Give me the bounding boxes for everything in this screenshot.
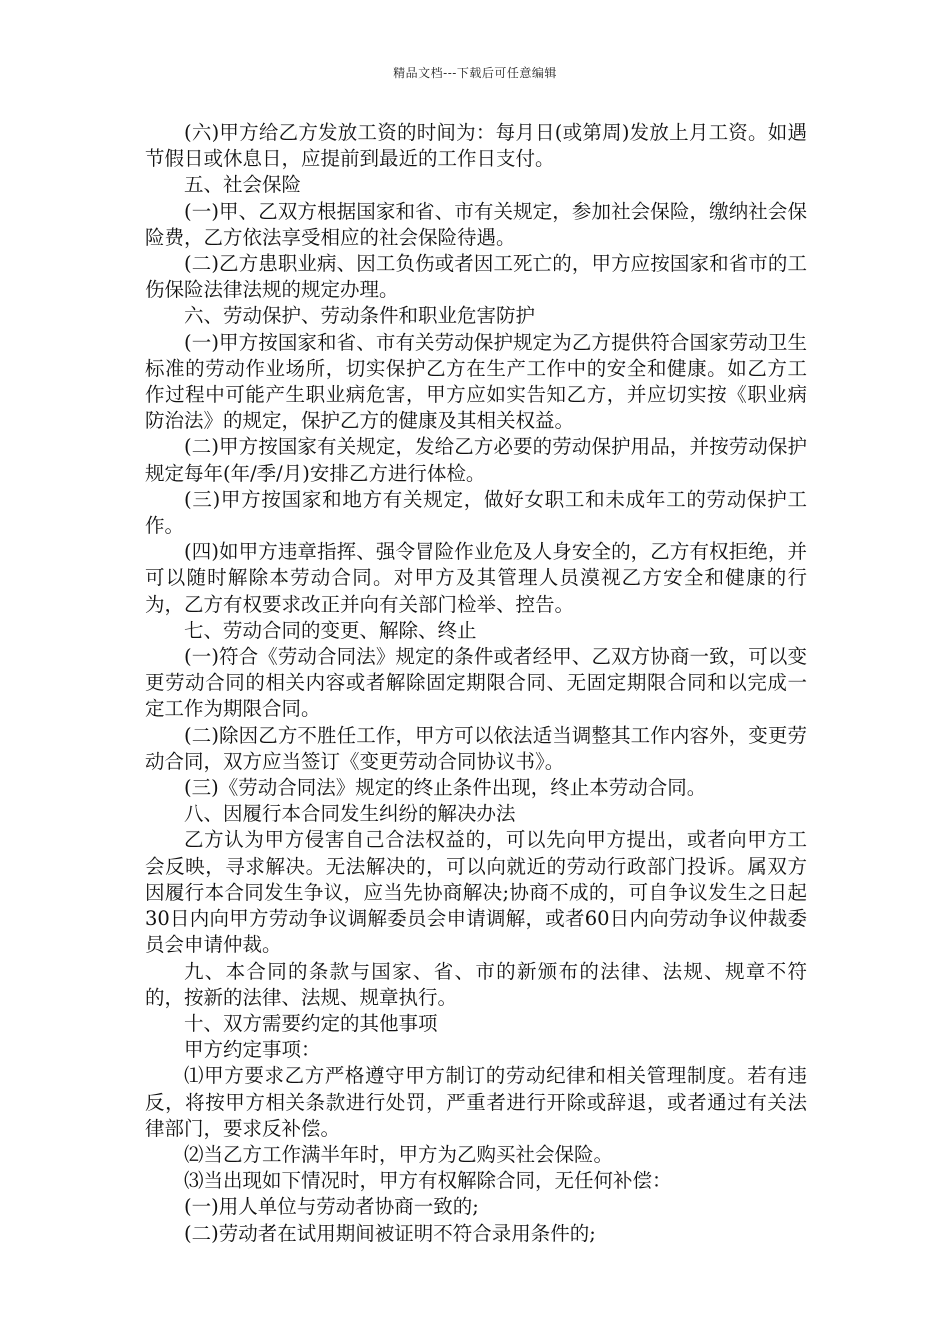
paragraph: ⑵当乙方工作满半年时，甲方为乙购买社会保险。 xyxy=(184,1142,614,1166)
paragraph: (二)除因乙方不胜任工作，甲方可以依法适当调整其工作内容外，变更劳动合同，双方应当签订《变更劳动合同协议书》。 xyxy=(145,723,807,773)
paragraph: (三)甲方按国家和地方有关规定，做好女职工和未成年工的劳动保护工作。 xyxy=(145,487,807,538)
paragraph: (一)用人单位与劳动者协商一致的; xyxy=(184,1195,479,1219)
page-header: 精品文档---下载后可任意编辑 xyxy=(393,66,557,80)
paragraph: 甲方约定事项： xyxy=(184,1038,321,1062)
paragraph: 九、本合同的条款与国家、省、市的新颁布的法律、法规、规章不符的，按新的法律、法规、规章执行。 xyxy=(145,959,807,1009)
paragraph: (三)《劳动合同法》规定的终止条件出现，终止本劳动合同。 xyxy=(184,776,707,800)
paragraph: (四)如甲方违章指挥、强令冒险作业危及人身安全的，乙方有权拒绝，并可以随时解除本劳动合同。对甲方及其管理人员漠视乙方安全和健康的行为，乙方有权要求改正并向有关部门检举、控告。 xyxy=(145,540,807,616)
paragraph: (一)甲、乙双方根据国家和省、市有关规定，参加社会保险，缴纳社会保险费，乙方依法享受相应的社会保险待遇。 xyxy=(145,199,807,249)
section-heading: 五、社会保险 xyxy=(184,173,302,197)
paragraph: ⑴甲方要求乙方严格遵守甲方制订的劳动纪律和相关管理制度。若有违反，将按甲方相关条款进行处罚，严重者进行开除或辞退，或者通过有关法律部门，要求反补偿。 xyxy=(145,1064,807,1140)
paragraph: (一)甲方按国家和省、市有关劳动保护规定为乙方提供符合国家劳动卫生标准的劳动作业场所，切实保护乙方在生产工作中的安全和健康。如乙方工作过程中可能产生职业病危害，甲方应如实告知乙方，并应切实按《职业病防治法》的规定，保护乙方的健康及其相关权益。 xyxy=(145,330,807,433)
section-heading: 十、双方需要约定的其他事项 xyxy=(184,1011,438,1035)
paragraph: 乙方认为甲方侵害自己合法权益的，可以先向甲方提出，或者向甲方工会反映，寻求解决。无法解决的，可以向就近的劳动行政部门投诉。属双方因履行本合同发生争议，应当先协商解决;协商不成的，可自争议发生之日起30日内向甲方劳动争议调解委员会申请调解，或者60日内向劳动争议仲裁委员会申请仲裁。 xyxy=(145,828,807,957)
paragraph: (六)甲方给乙方发放工资的时间为：每月日(或第周)发放上月工资。如遇节假日或休息日，应提前到最近的工作日支付。 xyxy=(145,121,807,171)
paragraph: (二)甲方按国家有关规定，发给乙方必要的劳动保护用品，并按劳动保护规定每年(年/季/月)安排乙方进行体检。 xyxy=(145,435,807,485)
section-heading: 七、劳动合同的变更、解除、终止 xyxy=(184,618,477,642)
section-heading: 八、因履行本合同发生纠纷的解决办法 xyxy=(184,802,516,826)
paragraph: (二)乙方患职业病、因工负伤或者因工死亡的，甲方应按国家和省市的工伤保险法律法规的规定办理。 xyxy=(145,252,807,302)
document-body xyxy=(145,120,807,1247)
paragraph: ⑶当出现如下情况时，甲方有权解除合同，无任何补偿： xyxy=(184,1169,672,1193)
section-heading: 六、劳动保护、劳动条件和职业危害防护 xyxy=(184,304,536,328)
paragraph: (二)劳动者在试用期间被证明不符合录用条件的; xyxy=(184,1221,596,1245)
paragraph: (一)符合《劳动合同法》规定的条件或者经甲、乙双方协商一致，可以变更劳动合同的相关内容或者解除固定期限合同、无固定期限合同和以完成一定工作为期限合同。 xyxy=(145,645,807,721)
